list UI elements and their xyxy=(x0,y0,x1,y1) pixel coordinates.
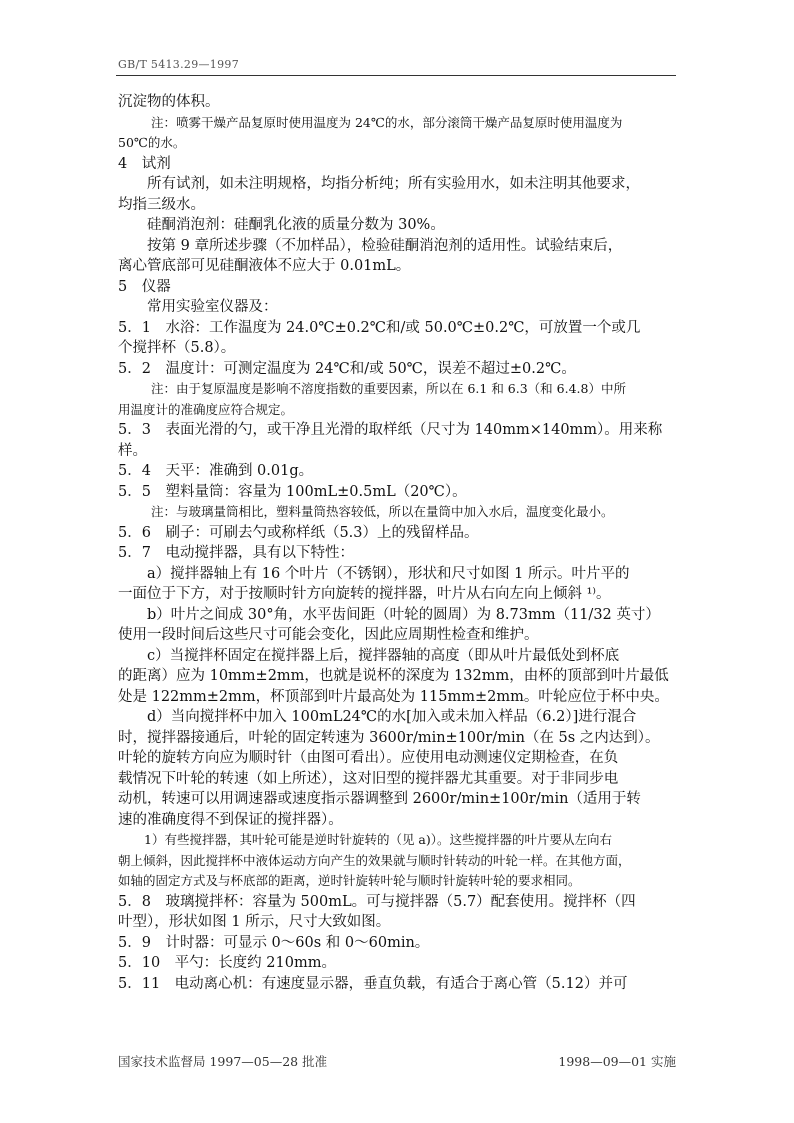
text-line: 按第 9 章所述步骤（不加样品），检验硅酮消泡剂的适用性。试验结束后， xyxy=(147,237,623,254)
text-line: 硅酮消泡剂：硅酮乳化液的质量分数为 30%。 xyxy=(147,217,445,233)
standard-code: GB/T 5413.29—1997 xyxy=(118,58,239,71)
text-line: 一面位于下方，对于按顺时针方向旋转的搅拌器，叶片从右向左向上倾斜 ¹⁾。 xyxy=(118,586,611,602)
text-line: 样。 xyxy=(118,442,147,459)
text-line: 5．7 电动搅拌器，具有以下特性： xyxy=(118,545,354,561)
text-line: 动机，转速可以用调速器或速度指示器调整到 2600r/min±100r/min（适用于转 xyxy=(118,791,641,807)
approval-line: 国家技术监督局 1997—05—28 批准 xyxy=(118,1054,328,1069)
text-line: 所有试剂，如未注明规格，均指分析纯；所有实验用水，如未注明其他要求， xyxy=(147,176,640,192)
text-line: 均指三级水。 xyxy=(118,196,205,213)
text-line: 时，搅拌器接通后，叶轮的固定转速为 3600r/min±100r/min（在 5s 之内达到）。 xyxy=(118,729,660,746)
text-line: d）当向搅拌杯中加入 100mL24℃的水[加入或未加入样品（6.2）]进行混合 xyxy=(147,709,637,725)
note-line: 注：由于复原温度是影响不溶度指数的重要因素，所以在 6.1 和 6.3（和 6.4.8）中所 xyxy=(151,381,626,396)
text-line: 4 试剂 xyxy=(118,155,171,172)
text-line: 的距离）应为 10mm±2mm，也就是说杯的深度为 132mm，由杯的顶部到叶片最低 xyxy=(118,668,669,684)
text-line: 5．10 平勺：长度约 210mm。 xyxy=(118,955,336,971)
text-line: 处是 122mm±2mm，杯顶部到叶片最高处为 115mm±2mm。叶轮应位于杯中央。 xyxy=(118,688,669,705)
note-line: 注：与玻璃量筒相比，塑料量筒热容较低，所以在量筒中加入水后，温度变化最小。 xyxy=(151,504,614,519)
header-rule xyxy=(116,75,676,76)
text-line: 5 仪器 xyxy=(118,278,171,295)
text-line: b）叶片之间成 30°角，水平齿间距（叶轮的圆周）为 8.73mm（11/32 英寸） xyxy=(147,606,660,623)
note-line: 1）有些搅拌器，其叶轮可能是逆时针旋转的（见 a)）。这些搅拌器的叶片要从左向右 xyxy=(144,832,613,847)
text-line: 5．11 电动离心机：有速度显示器，垂直负载，有适合于离心管（5.12）并可 xyxy=(118,975,628,992)
document-body xyxy=(118,92,678,994)
implementation-line: 1998—09—01 实施 xyxy=(558,1054,676,1069)
note-line: 朝上倾斜，因此搅拌杯中液体运动方向产生的效果就与顺时针转动的叶轮一样。在其他方面， xyxy=(118,852,631,868)
text-line: 5．1 水浴：工作温度为 24.0℃±0.2℃和/或 50.0℃±0.2℃，可放置一个或几 xyxy=(118,319,641,336)
text-line: 5．8 玻璃搅拌杯：容量为 500mL。可与搅拌器（5.7）配套使用。搅拌杯（四 xyxy=(118,893,636,910)
text-line: 个搅拌杯（5.8）。 xyxy=(118,340,236,356)
text-line: 5．5 塑料量筒：容量为 100mL±0.5mL（20℃）。 xyxy=(118,483,467,500)
text-line: 叶轮的旋转方向应为顺时针（由图可看出）。应使用电动测速仪定期检查，在负 xyxy=(118,750,619,766)
note-line: 用温度计的准确度应符合规定。 xyxy=(118,401,294,417)
text-line: 常用实验室仪器及： xyxy=(147,299,278,315)
note-line: 50℃的水。 xyxy=(118,135,186,150)
text-line: 离心管底部可见硅酮液体不应大于 0.01mL。 xyxy=(118,258,411,274)
text-line: 5．3 表面光滑的勺，或干净且光滑的取样纸（尺寸为 140mm×140mm）。用来称 xyxy=(118,422,663,438)
text-line: 5．6 刷子：可刷去勺或称样纸（5.3）上的残留样品。 xyxy=(118,524,479,541)
text-line: 5．2 温度计：可测定温度为 24℃和/或 50℃，误差不超过±0.2℃。 xyxy=(118,360,576,377)
text-line: 载情况下叶轮的转速（如上所述），这对旧型的搅拌器尤其重要。对于非同步电 xyxy=(118,770,619,787)
note-line: 如轴的固定方式及与杯底部的距离，逆时针旋转叶轮与顺时针旋转叶轮的要求相同。 xyxy=(118,873,581,888)
text-line: 5．9 计时器：可显示 0～60s 和 0～60min。 xyxy=(118,934,430,951)
text-line: 沉淀物的体积。 xyxy=(118,94,220,110)
text-line: 5．4 天平：准确到 0.01g。 xyxy=(118,463,314,479)
text-line: c）当搅拌杯固定在搅拌器上后，搅拌器轴的高度（即从叶片最低处到杯底 xyxy=(147,647,620,664)
text-line: a）搅拌器轴上有 16 个叶片（不锈钢），形状和尺寸如图 1 所示。叶片平的 xyxy=(147,565,630,582)
text-line: 叶型），形状如图 1 所示，尺寸大致如图。 xyxy=(118,914,391,930)
note-line: 注：喷雾干燥产品复原时使用温度为 24℃的水，部分滚筒干燥产品复原时使用温度为 xyxy=(151,114,623,130)
text-line: 使用一段时间后这些尺寸可能会变化，因此应周期性检查和维护。 xyxy=(118,627,539,643)
text-line: 速的准确度得不到保证的搅拌器）。 xyxy=(118,811,343,828)
